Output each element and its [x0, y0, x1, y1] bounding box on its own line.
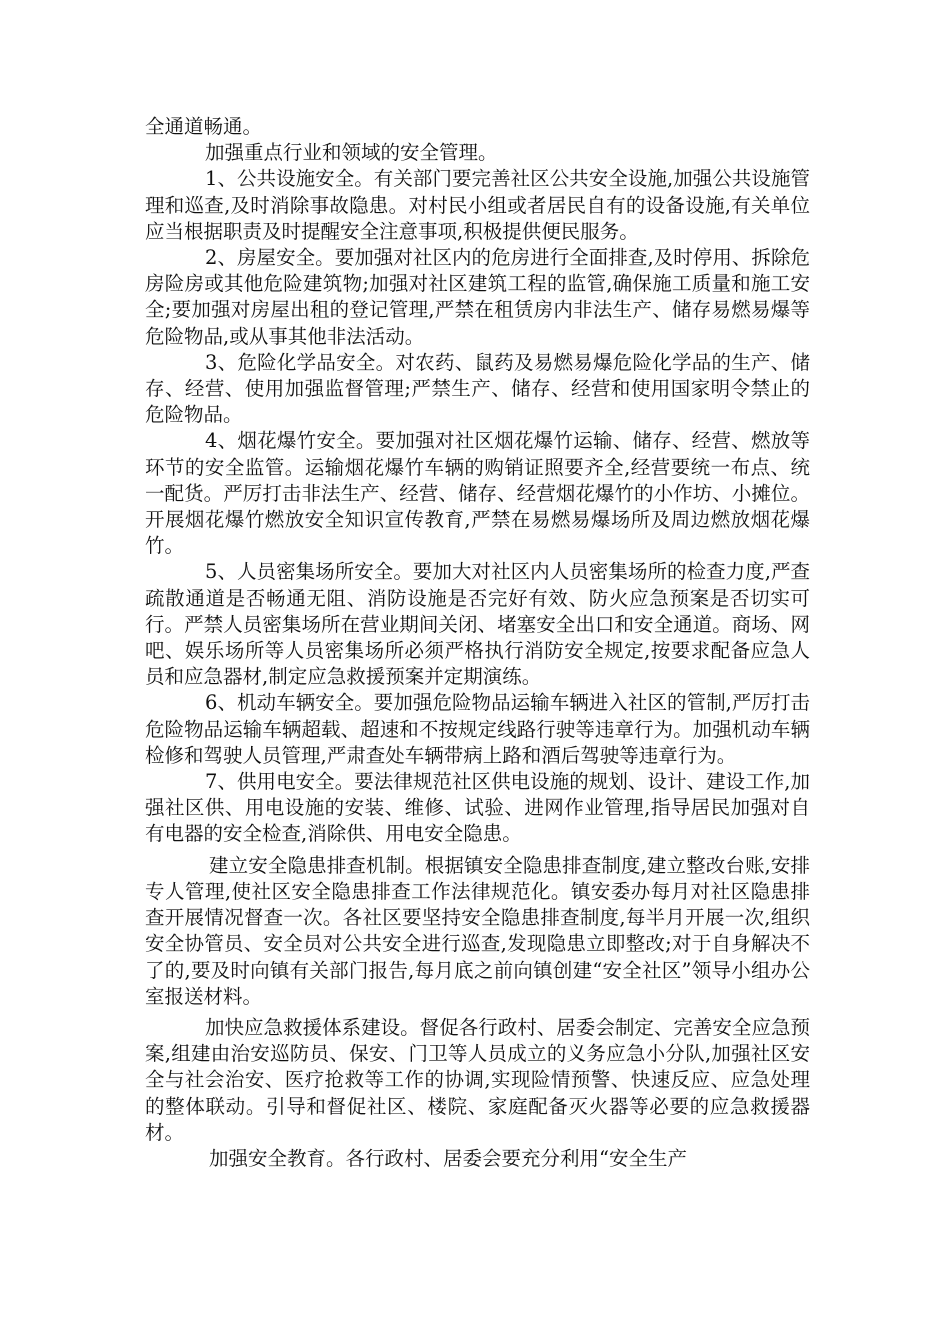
paragraph-safety-education: 加强安全教育。各行政村、居委会要充分利用“安全生产: [209, 1146, 687, 1170]
item-public-facilities: 1、公共设施安全。有关部门要完善社区公共安全设施,加强公共设施管理和巡查,及时消除事故隐患。对村民小组或者居民自有的设备设施,有关单位应当根据职责及时提醒安全注意事项,积极提供便民服务。: [145, 167, 810, 243]
item-housing-safety: 2、房屋安全。要加强对社区内的危房进行全面排查,及时停用、拆除危房险房或其他危险建筑物;加强对社区建筑工程的监管,确保施工质量和施工安全;要加强对房屋出租的登记管理,严禁在租赁房内非法生产、储存易燃易爆等危险物品,或从事其他非法活动。: [145, 246, 810, 348]
item-crowded-places: 5、人员密集场所安全。要加大对社区内人员密集场所的检查力度,严查疏散通道是否畅通无阻、消防设施是否完好有效、防火应急预案是否切实可行。严禁人员密集场所在营业期间关闭、堵塞安全出口和安全通道。商场、网吧、娱乐场所等人员密集场所必须严格执行消防安全规定,按要求配备应急人员和应急器材,制定应急救援预案并定期演练。: [145, 560, 810, 689]
document-body: [145, 114, 810, 1172]
item-power-supply: 7、供用电安全。要法律规范社区供电设施的规划、设计、建设工作,加强社区供、用电设施的安装、维修、试验、进网作业管理,指导居民加强对自有电器的安全检查,消除供、用电安全隐患。: [145, 770, 810, 846]
section-heading-key-industries: 加强重点行业和领域的安全管理。: [205, 141, 498, 165]
item-fireworks-safety: 4、烟花爆竹安全。要加强对社区烟花爆竹运输、储存、经营、燃放等环节的安全监管。运输烟花爆竹车辆的购销证照要齐全,经营要统一布点、统一配货。严厉打击非法生产、经营、储存、经营烟花爆竹的小作坊、小摊位。开展烟花爆竹燃放安全知识宣传教育,严禁在易燃易爆场所及周边燃放烟花爆竹。: [145, 429, 810, 558]
paragraph-continuation: 全通道畅通。: [145, 115, 263, 138]
item-hazardous-chemicals: 3、危险化学品安全。对农药、鼠药及易燃易爆危险化学品的生产、储存、经营、使用加强监督管理;严禁生产、储存、经营和使用国家明令禁止的危险物品。: [145, 350, 810, 427]
item-motor-vehicles: 6、机动车辆安全。要加强危险物品运输车辆进入社区的管制,严厉打击危险物品运输车辆超载、超速和不按规定线路行驶等违章行为。加强机动车辆检修和驾驶人员管理,严肃查处车辆带病上路和酒后驾驶等违章行为。: [145, 691, 810, 767]
paragraph-hazard-inspection: 建立安全隐患排查机制。根据镇安全隐患排查制度,建立整改台账,安排专人管理,使社区安全隐患排查工作法律规范化。镇安委办每月对社区隐患排查开展情况督查一次。各社区要坚持安全隐患排查制度,每半月开展一次,组织安全协管员、安全员对公共安全进行巡查,发现隐患立即整改;对于自身解决不了的,要及时向镇有关部门报告,每月底之前向镇创建“安全社区”领导小组办公室报送材料。: [145, 853, 810, 1008]
paragraph-emergency-rescue: 加快应急救援体系建设。督促各行政村、居委会制定、完善安全应急预案,组建由治安巡防员、保安、门卫等人员成立的义务应急小分队,加强社区安全与社会治安、医疗抢救等工作的协调,实现险情预警、快速反应、应急处理的整体联动。引导和督促社区、楼院、家庭配备灭火器等必要的应急救援器材。: [145, 1015, 810, 1144]
